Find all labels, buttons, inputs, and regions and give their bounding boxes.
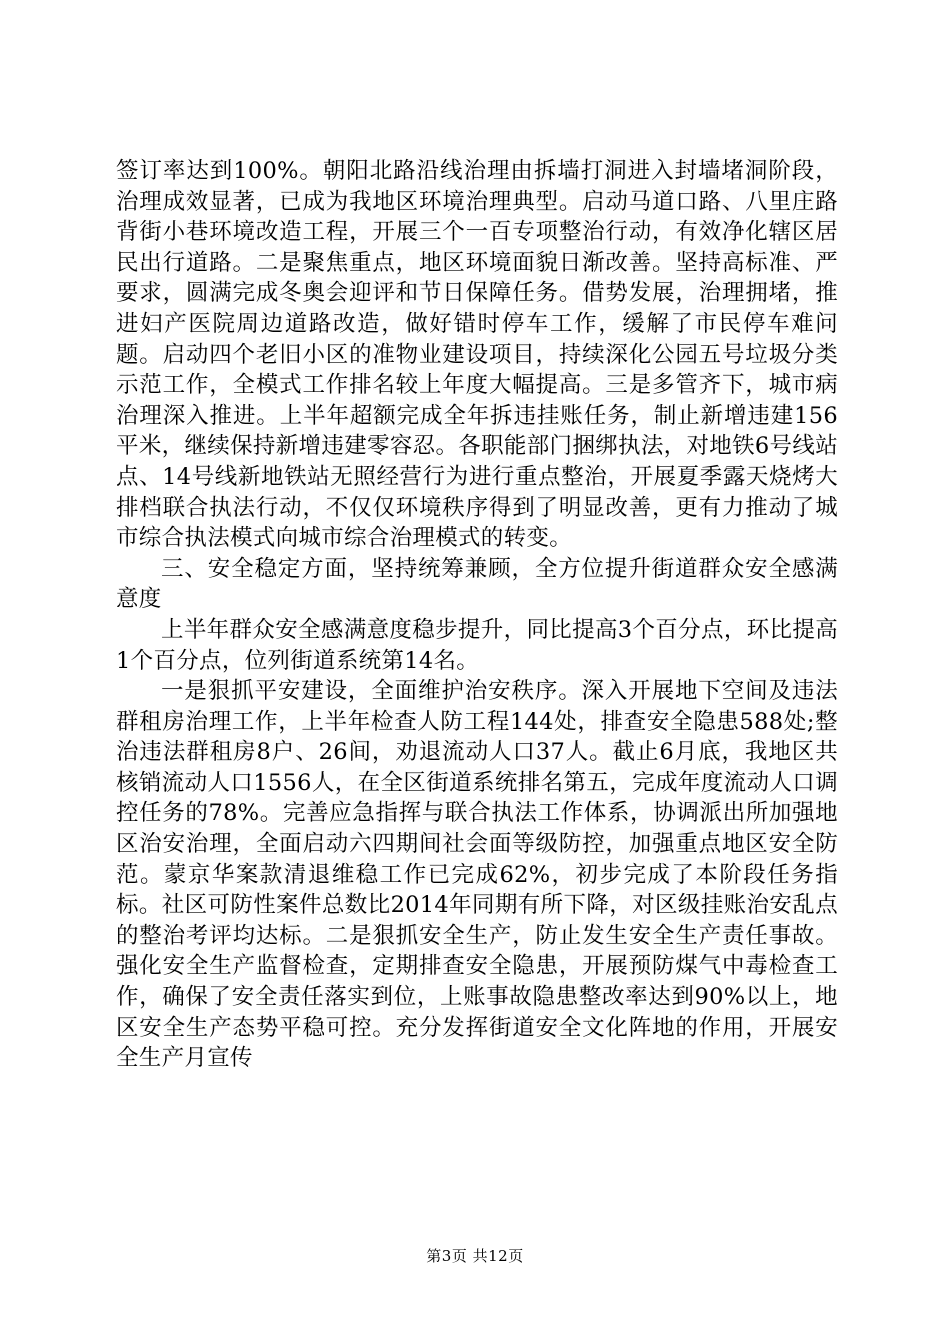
paragraph-environment-governance: 签订率达到100%。朝阳北路沿线治理由拆墙打洞进入封墙堵洞阶段，治理成效显著，已成为我地区环境治理典型。启动马道口路、八里庄路背街小巷环境改造工程，开展三个一百专项整治行动，有效净化辖区居民出行道路。二是聚焦重点，地区环境面貌日渐改善。坚持高标准、严要求，圆满完成冬奥会迎评和节日保障任务。借势发展，治理拥堵，推进妇产医院周边道路改造，做好错时停车工作，缓解了市民停车难问题。启动四个老旧小区的准物业建设项目，持续深化公园五号垃圾分类示范工作，全模式工作排名较上年度大幅提高。三是多管齐下，城市病治理深入推进。上半年超额完成全年拆违挂账任务，制止新增违建156平米，继续保持新增违建零容忍。各职能部门捆绑执法，对地铁6号线站点、14号线新地铁站无照经营行为进行重点整治，开展夏季露天烧烤大排档联合执法行动，不仅仅环境秩序得到了明显改善，更有力推动了城市综合执法模式向城市综合治理模式的转变。	[116, 158, 838, 552]
page-number-footer: 第3页 共12页	[426, 1247, 524, 1265]
paragraph-safety-satisfaction: 上半年群众安全感满意度稳步提升，同比提高3个百分点，环比提高1个百分点，位列街道系统第14名。	[116, 616, 838, 674]
section-heading-safety-stability: 三、安全稳定方面，坚持统筹兼顾，全方位提升街道群众安全感满意度	[116, 555, 838, 613]
paragraph-public-security: 一是狠抓平安建设，全面维护治安秩序。深入开展地下空间及违法群租房治理工作，上半年检查人防工程144处，排查安全隐患588处;整治违法群租房8户、26间，劝退流动人口37人。截止6月底，我地区共核销流动人口1556人，在全区街道系统排名第五，完成年度流动人口调控任务的78%。完善应急指挥与联合执法工作体系，协调派出所加强地区治安治理，全面启动六四期间社会面等级防控，加强重点地区安全防范。蒙京华案款清退维稳工作已完成62%，初步完成了本阶段任务指标。社区可防性案件总数比2014年同期有所下降，对区级挂账治安乱点的整治考评均达标。二是狠抓安全生产，防止发生安全生产责任事故。强化安全生产监督检查，定期排查安全隐患，开展预防煤气中毒检查工作，确保了安全责任落实到位，上账事故隐患整改率达到90%以上，地区安全生产态势平稳可控。充分发挥街道安全文化阵地的作用，开展安全生产月宣传	[116, 678, 838, 1072]
document-body	[116, 156, 838, 1074]
